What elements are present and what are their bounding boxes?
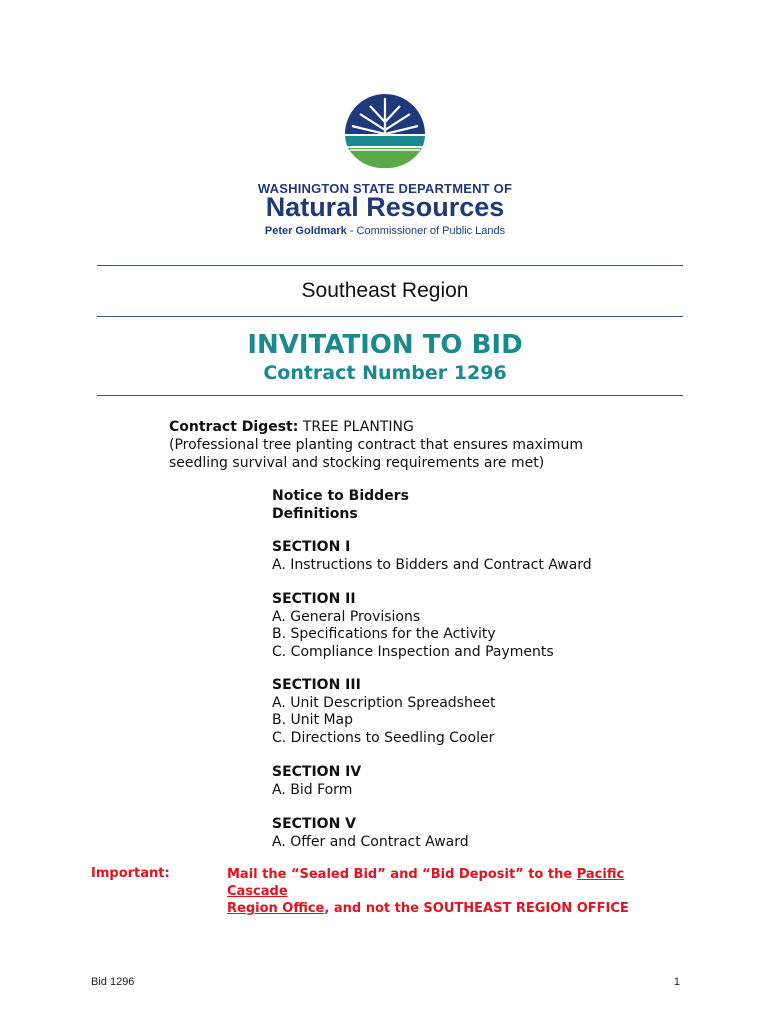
important-text-2: , and not the SOUTHEAST REGION OFFICE: [324, 901, 629, 916]
divider-middle: [97, 316, 683, 317]
dnr-tree-logo-icon: [340, 92, 430, 168]
digest-description-2: seedling survival and stocking requirements are met): [169, 455, 545, 471]
toc-section-5: [272, 816, 469, 851]
contract-number: Contract Number 1296: [263, 362, 507, 384]
section-item: B. Specifications for the Activity: [272, 626, 496, 642]
toc-intro: [272, 488, 409, 523]
toc-definitions: Definitions: [272, 505, 358, 522]
digest-description-1: (Professional tree planting contract that ensures maximum: [169, 437, 583, 453]
section-item: A. Instructions to Bidders and Contract Award: [272, 556, 592, 573]
commissioner-line: [0, 225, 770, 237]
region-title: Southeast Region: [301, 279, 469, 302]
section-item: A. Bid Form: [272, 781, 353, 798]
agency-line1: WASHINGTON STATE DEPARTMENT OF: [257, 181, 513, 196]
divider-top: [97, 265, 683, 266]
section-heading: SECTION IV: [272, 764, 362, 780]
commissioner-title: - Commissioner of Public Lands: [346, 225, 506, 237]
footer-bid-number: Bid 1296: [91, 976, 135, 988]
section-heading: SECTION III: [272, 677, 361, 693]
toc-section-2: [272, 591, 554, 661]
commissioner-name: Peter Goldmark: [264, 225, 347, 237]
section-item: A. General Provisions: [272, 608, 421, 625]
divider-bottom: [97, 395, 683, 396]
section-item: B. Unit Map: [272, 712, 353, 728]
toc-section-4: [272, 764, 361, 799]
important-label: Important:: [91, 866, 170, 881]
important-text-1: Mail the “Sealed Bid” and “Bid Deposit” to the: [227, 867, 577, 882]
important-notice: [227, 866, 677, 917]
page-title: INVITATION TO BID: [247, 330, 523, 360]
toc-section-1: [272, 539, 592, 574]
toc-section-3: [272, 677, 496, 747]
section-item: C. Compliance Inspection and Payments: [272, 643, 554, 660]
section-item: A. Offer and Contract Award: [272, 833, 469, 850]
digest-value: TREE PLANTING: [298, 419, 414, 435]
agency-name: Natural Resources: [265, 192, 505, 222]
contract-digest: [169, 418, 689, 472]
toc-notice: Notice to Bidders: [272, 488, 409, 504]
section-item: C. Directions to Seedling Cooler: [272, 729, 495, 746]
section-heading: SECTION II: [272, 591, 356, 607]
page-number: 1: [673, 976, 680, 988]
section-heading: SECTION V: [272, 816, 357, 832]
section-heading: SECTION I: [272, 539, 351, 555]
pacific-cascade-link[interactable]: Pacific Cascade: [227, 867, 625, 899]
section-item: A. Unit Description Spreadsheet: [272, 694, 496, 711]
region-office-link[interactable]: Region Office: [227, 901, 325, 916]
digest-label: Contract Digest:: [169, 419, 299, 435]
